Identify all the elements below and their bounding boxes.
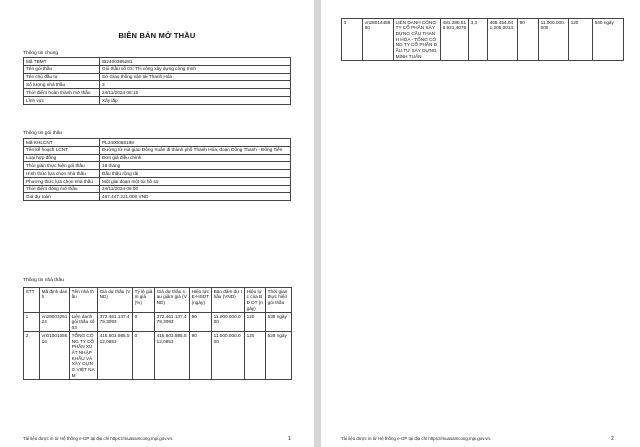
column-header: Mã định danh bbox=[40, 288, 70, 313]
table-cell: 0 bbox=[133, 313, 155, 332]
info-row bbox=[24, 58, 291, 66]
info-row bbox=[24, 170, 291, 178]
table-cell: 415.603.985.512,0853 bbox=[98, 332, 133, 380]
info-label: Số lượng nhà thầu bbox=[24, 81, 100, 89]
info-label: Thời điểm đóng mở thầu bbox=[24, 185, 100, 193]
info-row bbox=[24, 185, 291, 193]
info-value: Sở Giao thông vận tải Thanh Hóa bbox=[100, 73, 291, 81]
table-cell: 372.461.137.479,3093 bbox=[155, 313, 190, 332]
section-general-heading: Thông tin chung bbox=[23, 51, 59, 56]
table-row bbox=[24, 332, 292, 380]
info-label: Tên kế hoạch LCNT bbox=[24, 146, 100, 154]
info-value: IB2400385281 bbox=[100, 58, 291, 66]
info-value: Đấu thầu rộng rãi bbox=[100, 170, 291, 178]
info-value: 3 bbox=[100, 81, 291, 89]
page-footer: Tài liệu được in từ Hệ thống e-GP tại địa chỉ https://muasamcong.mpi.gov.vn. bbox=[341, 436, 492, 441]
document-page-1 bbox=[0, 0, 314, 447]
info-row bbox=[24, 81, 291, 89]
section-package-heading: Thông tin gói thầu bbox=[23, 131, 63, 136]
table-cell: 2 bbox=[24, 332, 40, 380]
column-header: Tên nhà thầu bbox=[70, 288, 98, 313]
column-header: Tỷ lệ giảm giá (%) bbox=[133, 288, 155, 313]
info-row bbox=[24, 177, 291, 185]
table-cell: 120 bbox=[245, 313, 266, 332]
table-cell: 415.603.985.512,0853 bbox=[155, 332, 190, 380]
info-value: Đơn giá điều chỉnh bbox=[100, 154, 291, 162]
info-value: 18 tháng bbox=[100, 162, 291, 170]
column-header: STT bbox=[24, 288, 40, 313]
info-label: Giá dự toán bbox=[24, 193, 100, 201]
page-number: 2 bbox=[611, 436, 614, 442]
info-value: 467.447.221.000 VND bbox=[100, 193, 291, 201]
info-row bbox=[24, 65, 291, 73]
page-number: 1 bbox=[288, 436, 291, 442]
table-cell: 11.000.000.000 bbox=[539, 19, 569, 61]
package-info-table bbox=[23, 138, 291, 201]
document-page-2 bbox=[321, 0, 640, 447]
info-value: Đường từ nút giao Đông Xuân đi thành phố Thanh Hóa, đoạn Đông Thanh - Đông Tiến bbox=[100, 146, 291, 154]
table-cell: vn2900325124 bbox=[40, 313, 70, 332]
table-cell: 481.280.515.921,4078 bbox=[441, 19, 469, 61]
info-value: Gói thầu số 03: Thi công xây dựng công trình bbox=[100, 65, 291, 73]
table-cell: vn0100105616 bbox=[40, 332, 70, 380]
table-cell: 540 ngày bbox=[593, 19, 624, 61]
info-label: Tên chủ đầu tư bbox=[24, 73, 100, 81]
column-header: Hiệu lực E-HSDT (ngày) bbox=[190, 288, 212, 313]
info-value: 24/11/2024 08:15 bbox=[100, 89, 291, 97]
table-cell: 528 ngày bbox=[266, 332, 292, 380]
column-header: Giá dự thầu (VND) bbox=[98, 288, 133, 313]
info-row bbox=[24, 139, 291, 147]
table-cell: 3 bbox=[342, 19, 363, 61]
table-cell: 535 ngày bbox=[266, 313, 292, 332]
info-label: Phương thức lựa chọn nhà thầu bbox=[24, 177, 100, 185]
info-value: 24/11/2024 08:00 bbox=[100, 185, 291, 193]
section-bidders-heading: Thông tin nhà thầu bbox=[23, 278, 64, 283]
info-label: Mã TBMT bbox=[24, 58, 100, 66]
bidder-table-header-row bbox=[24, 288, 292, 313]
bidder-table bbox=[23, 287, 292, 380]
bidder-table-continued bbox=[341, 18, 624, 61]
info-label: Thời điểm hoàn thành mở thầu bbox=[24, 89, 100, 97]
column-header: Giá dự thầu sau giảm giá (VND) bbox=[155, 288, 190, 313]
table-cell: 0 bbox=[133, 332, 155, 380]
table-cell: 465.454.041.205,0013 bbox=[488, 19, 518, 61]
column-header: Hiệu lực của BĐ DT (ngày) bbox=[245, 288, 266, 313]
info-row bbox=[24, 96, 291, 104]
info-value: Một giai đoạn một túi hồ sơ bbox=[100, 177, 291, 185]
info-label: Hình thức lựa chọn nhà thầu bbox=[24, 170, 100, 178]
info-label: Thời gian thực hiện gói thầu bbox=[24, 162, 100, 170]
document-title: BIÊN BẢN MỞ THẦU bbox=[118, 31, 196, 40]
column-header: Thời gian thực hiện gói thầu bbox=[266, 288, 292, 313]
table-cell: 11.000.000.000 bbox=[212, 332, 245, 380]
table-row bbox=[342, 19, 624, 61]
table-cell: 372.461.137.479,3093 bbox=[98, 313, 133, 332]
info-label: Tên gói thầu bbox=[24, 65, 100, 73]
table-cell: 3,3 bbox=[469, 19, 488, 61]
info-row bbox=[24, 89, 291, 97]
info-label: Mã KHLCNT bbox=[24, 139, 100, 147]
table-cell: LIÊN DANH CÔNG TY CỔ PHẦN XÂY DỰNG CẦU THANH HÓA - TỔNG CÔNG TY CỔ PHẦN ĐẦU TƯ XÂY DỰNG MINH TUẤN bbox=[394, 19, 441, 61]
info-label: Loại hợp đồng bbox=[24, 154, 100, 162]
table-cell: 90 bbox=[518, 19, 539, 61]
general-info-table bbox=[23, 57, 291, 105]
info-row bbox=[24, 73, 291, 81]
table-cell: TỔNG CÔNG TY CỔ PHẦN XUẤT NHẬP KHẨU VÀ XÂY DỰNG VIỆT NAM bbox=[70, 332, 98, 380]
info-label: Lĩnh vực bbox=[24, 96, 100, 104]
table-cell: Liên danh gói thầu số 03 bbox=[70, 313, 98, 332]
table-row bbox=[24, 313, 292, 332]
column-header: Bảo đảm dự thầu (VND) bbox=[212, 288, 245, 313]
table-cell: 1 bbox=[24, 313, 40, 332]
info-row bbox=[24, 162, 291, 170]
table-cell: 90 bbox=[190, 313, 212, 332]
info-row bbox=[24, 146, 291, 154]
table-cell: vn2801445660 bbox=[363, 19, 394, 61]
page-footer: Tài liệu được in từ Hệ thống e-GP tại địa chỉ https://muasamcong.mpi.gov.vn. bbox=[23, 436, 174, 441]
table-cell: 11.000.000.000 bbox=[212, 313, 245, 332]
info-value: PL2400058189 bbox=[100, 139, 291, 147]
info-row bbox=[24, 193, 291, 201]
info-row bbox=[24, 154, 291, 162]
info-value: Xây lắp bbox=[100, 96, 291, 104]
table-cell: 90 bbox=[190, 332, 212, 380]
table-cell: 120 bbox=[569, 19, 593, 61]
table-cell: 120 bbox=[245, 332, 266, 380]
